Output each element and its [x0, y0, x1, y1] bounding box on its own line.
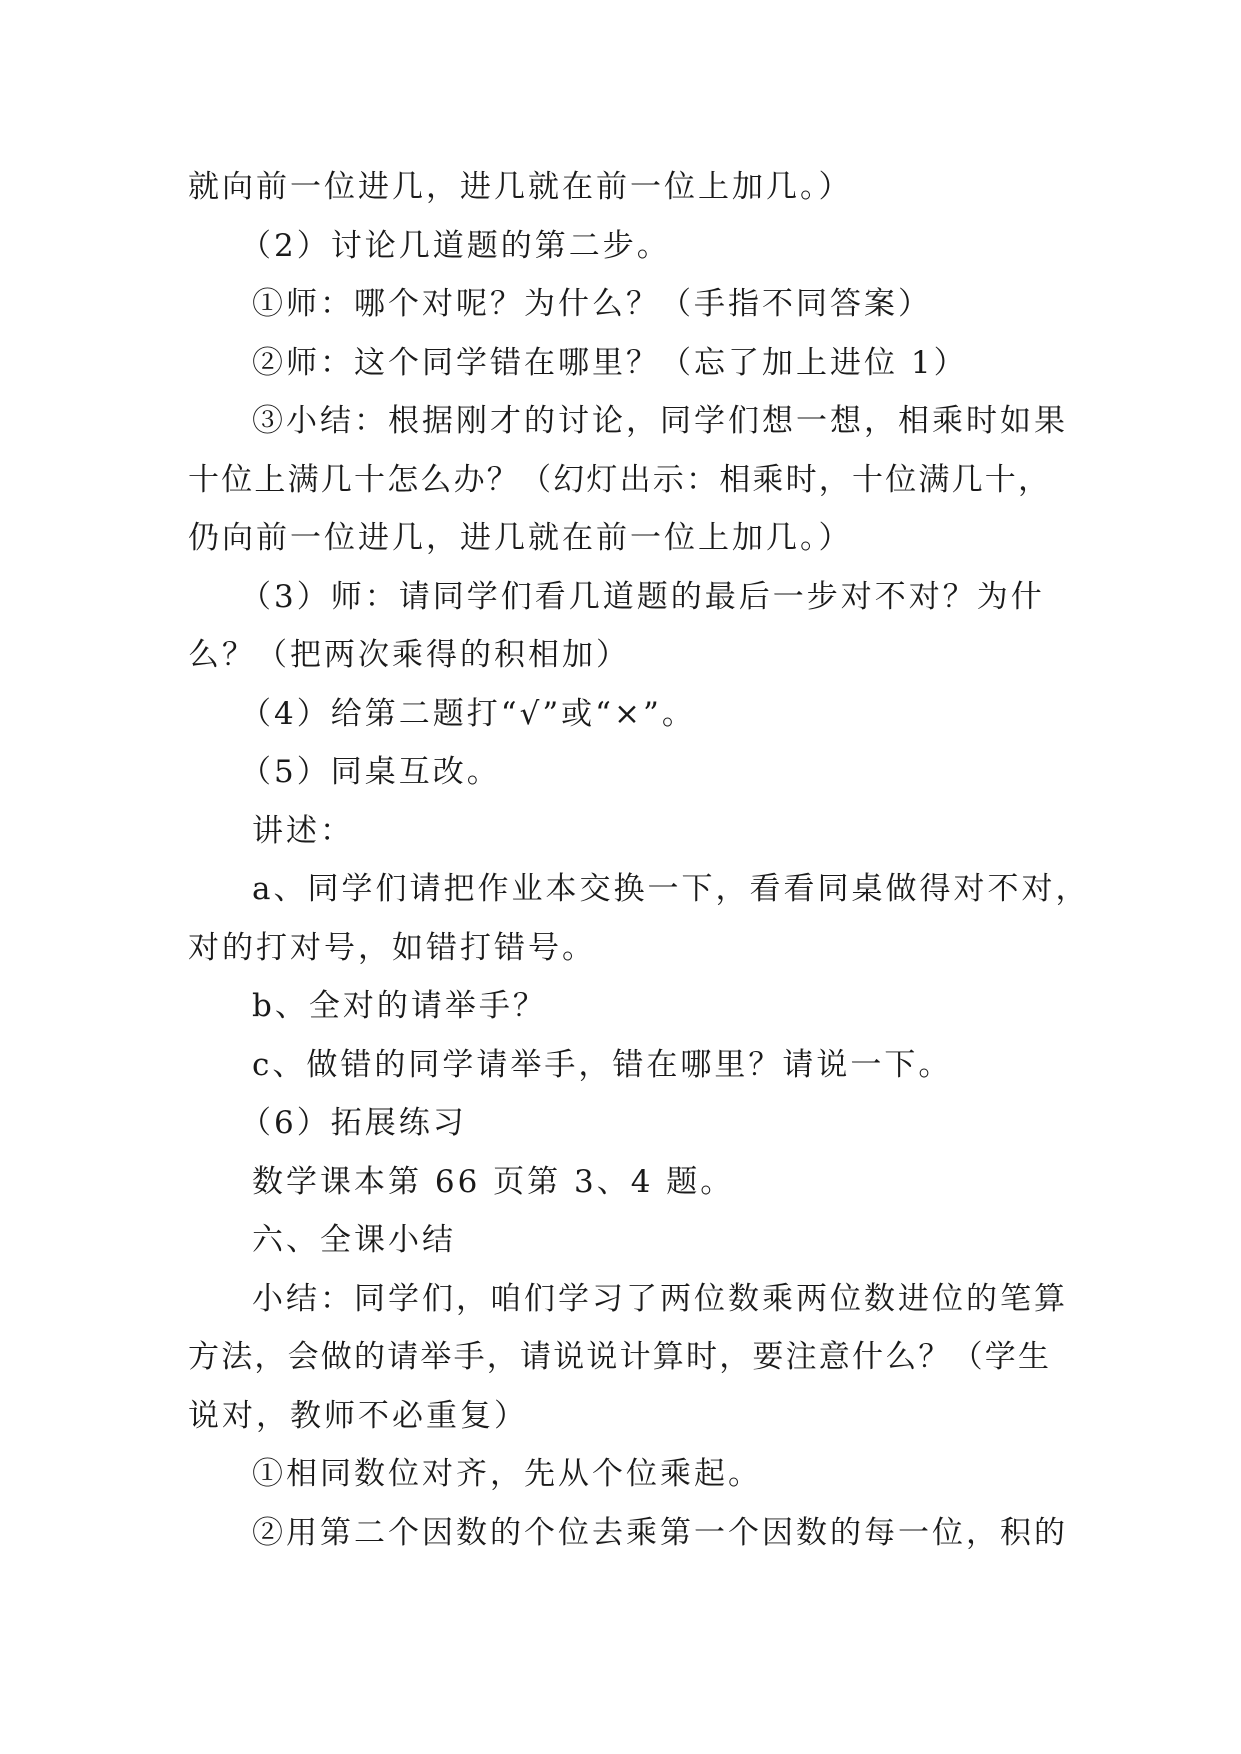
- section-heading: 六、全课小结: [252, 1222, 456, 1258]
- text-line: 小结：同学们，咱们学习了两位数乘两位数进位的笔算: [252, 1280, 1068, 1317]
- text-line: ③小结：根据刚才的讨论，同学们想一想，相乘时如果: [252, 403, 1068, 439]
- text-line: （2）讨论几道题的第二步。: [240, 227, 671, 264]
- text-line: 就向前一位进几，进几就在前一位上加几。）: [188, 169, 853, 205]
- text-line: 说对，教师不必重复）: [188, 1397, 528, 1434]
- text-line: （4）给第二题打“√”或“×”。: [240, 695, 696, 732]
- text-line: 数学课本第 66 页第 3、4 题。: [252, 1163, 735, 1200]
- text-line: ②用第二个因数的个位去乘第一个因数的每一位，积的: [252, 1514, 1068, 1551]
- text-line: ①相同数位对齐，先从个位乘起。: [252, 1456, 762, 1492]
- text-line: 么？（把两次乘得的积相加）: [188, 637, 630, 673]
- text-line: ①师：哪个对呢？为什么？（手指不同答案）: [252, 286, 932, 322]
- text-line: 讲述：: [252, 812, 354, 849]
- text-line: （3）师：请同学们看几道题的最后一步对不对？为什: [240, 578, 1045, 615]
- text-line: ②师：这个同学错在哪里？（忘了加上进位 1）: [252, 344, 968, 381]
- text-line: 仍向前一位进几，进几就在前一位上加几。）: [188, 520, 853, 556]
- text-line: 十位上满几十怎么办？（幻灯出示：相乘时，十位满几十，: [188, 461, 1052, 498]
- text-line: 方法，会做的请举手，请说说计算时，要注意什么？（学生: [188, 1339, 1052, 1375]
- text-line: （5）同桌互改。: [240, 754, 501, 790]
- text-line: 对的打对号，如错打错号。: [188, 929, 596, 966]
- text-line: c、做错的同学请举手，错在哪里？请说一下。: [252, 1046, 953, 1083]
- text-line: a、同学们请把作业本交换一下，看看同桌做得对不对，: [252, 871, 1090, 907]
- text-line: （6）拓展练习: [240, 1105, 467, 1141]
- document-body: [188, 158, 1090, 1562]
- text-line: b、全对的请举手？: [252, 988, 547, 1024]
